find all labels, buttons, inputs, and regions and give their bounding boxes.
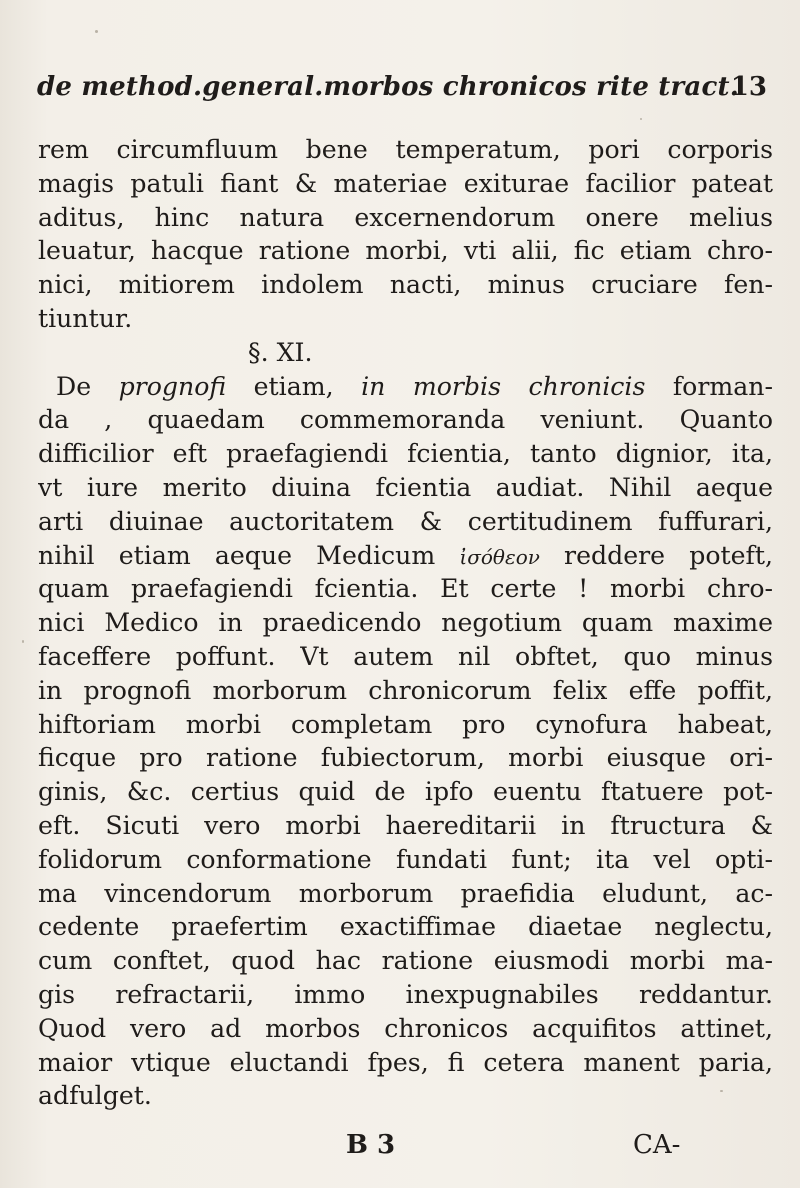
section-heading: §. XI. — [248, 337, 313, 367]
body-text — [38, 133, 773, 1113]
paper-speck — [640, 118, 642, 120]
text-line: nici Medico in praedicendo negotium quam maxime — [38, 608, 773, 638]
paper-speck — [95, 30, 98, 33]
text-line: in prognofi morborum chronicorum felix effe poffit, — [38, 675, 773, 705]
greek-word: ἰσόθεον — [459, 544, 540, 569]
text-line: quam praefagiendi fcientia. Et certe ! morbi chro- — [38, 574, 773, 604]
text-line: nihil etiam aeque Medicum ἰσόθεον reddere poteft, — [38, 540, 773, 570]
page-number: 13 — [730, 72, 767, 102]
text-line: da , quaedam commemoranda veniunt. Quanto — [38, 405, 773, 435]
text-line: difficilior eft praefagiendi fcientia, tanto dignior, ita, — [38, 439, 773, 469]
text-line: ficque pro ratione fubiectorum, morbi eiusque ori- — [38, 743, 773, 773]
text-line: nici, mitiorem indolem nacti, minus cruciare fen- — [38, 270, 773, 300]
text-line: tiuntur. — [38, 303, 133, 333]
text-line: faceffere poffunt. Vt autem nil obftet, quo minus — [38, 641, 773, 671]
running-header — [37, 72, 767, 112]
text-line: rem circumfluum bene temperatum, pori corporis — [38, 135, 773, 164]
text-line: ma vincendorum morborum praefidia eludunt, ac- — [38, 878, 773, 908]
signature-mark: B 3 — [346, 1130, 396, 1160]
text-line: eft. Sicuti vero morbi haereditarii in ftructura & — [38, 810, 773, 840]
page-footer — [0, 1130, 800, 1170]
text-line: De prognofi etiam, in morbis chronicis forman- — [56, 371, 773, 401]
italic-term: prognofi — [118, 371, 227, 401]
text-line: cedente praefertim exactiffimae diaetae neglectu, — [38, 912, 773, 942]
text-line: folidorum conformatione fundati funt; ita vel opti- — [38, 844, 773, 874]
paper-speck — [22, 640, 24, 643]
text-line: aditus, hinc natura excernendorum onere melius — [38, 202, 773, 232]
text-line: arti diuinae auctoritatem & certitudinem fuffurari, — [38, 506, 773, 536]
text-line: vt iure merito diuina fcientia audiat. Nihil aeque — [38, 472, 773, 502]
paper-speck — [720, 1090, 723, 1092]
text-line: Quod vero ad morbos chronicos acquifitos attinet, — [38, 1013, 773, 1043]
text-line: adfulget. — [38, 1081, 152, 1111]
text-line: magis patuli fiant & materiae exiturae facilior pateat — [38, 168, 773, 198]
text-line: cum conftet, quod hac ratione eiusmodi morbi ma- — [38, 946, 773, 976]
text-line: hiftoriam morbi completam pro cynofura habeat, — [38, 709, 773, 739]
text-line: leuatur, hacque ratione morbi, vti alii, fic etiam chro- — [38, 236, 773, 266]
text-line: maior vtique eluctandi fpes, fi cetera manent paria, — [38, 1047, 773, 1077]
text-line: ginis, &c. certius quid de ipfo euentu ftatuere pot- — [38, 777, 773, 807]
running-title: de method.general.morbos chronicos rite tract. — [37, 72, 739, 102]
catchword: CA- — [633, 1130, 681, 1160]
italic-term: in morbis chronicis — [361, 371, 646, 401]
text-line: gis refractarii, immo inexpugnabiles reddantur. — [38, 979, 773, 1009]
